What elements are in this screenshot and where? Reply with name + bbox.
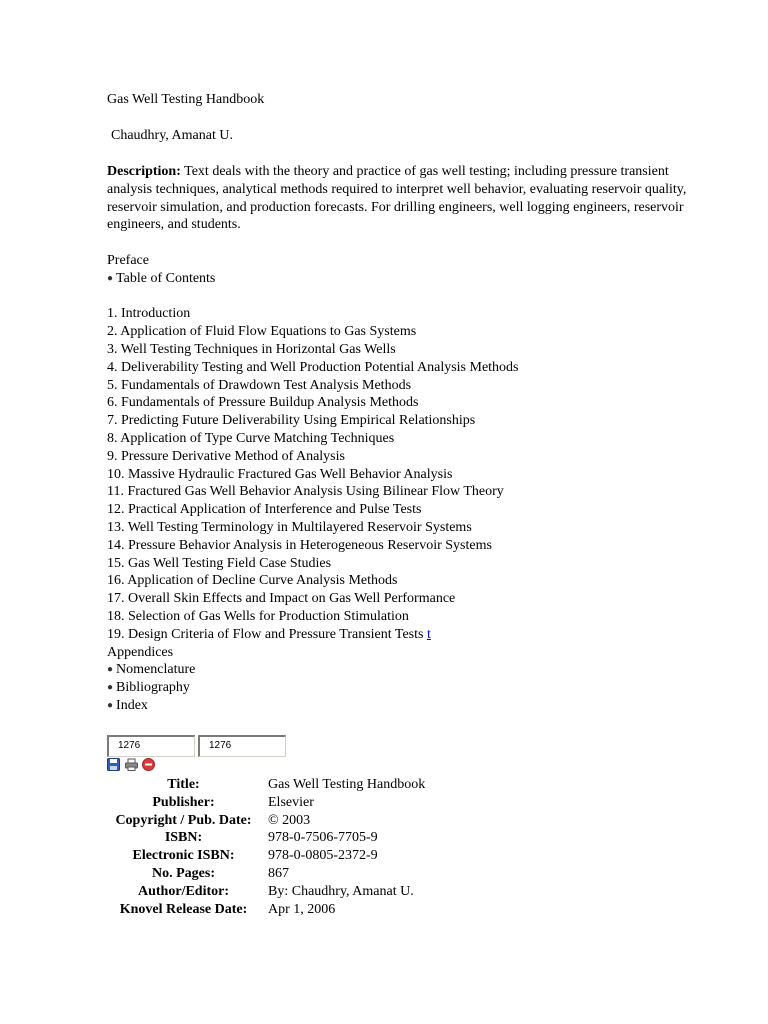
metadata-key: Author/Editor:: [138, 883, 229, 899]
toc-chapter: 6. Fundamentals of Pressure Buildup Analysis Methods: [107, 395, 419, 411]
spacer: [107, 288, 519, 306]
toc-appendix-label: Bibliography: [116, 680, 190, 696]
number-input-1[interactable]: 1276: [107, 735, 195, 757]
metadata-row: [107, 829, 425, 847]
toc-chapter: 14. Pressure Behavior Analysis in Heterogeneous Reservoir Systems: [107, 537, 492, 553]
description-block: [107, 163, 687, 234]
toc-chapter-label: 19. Design Criteria of Flow and Pressure Transient Tests: [107, 626, 424, 642]
delete-icon[interactable]: [142, 758, 155, 771]
book-title-heading: Gas Well Testing Handbook: [107, 92, 265, 107]
table-of-contents: [107, 252, 519, 715]
toc-chapter: 12. Practical Application of Interference and Pulse Tests: [107, 502, 422, 518]
bullet-icon: ●: [107, 272, 114, 284]
toc-chapter: 1. Introduction: [107, 306, 191, 322]
toc-chapter: 16. Application of Decline Curve Analysis Methods: [107, 573, 398, 589]
bullet-icon: ●: [107, 699, 114, 711]
toc-chapter: 3. Well Testing Techniques in Horizontal Gas Wells: [107, 341, 396, 357]
toc-chapter-last: [107, 626, 519, 644]
toc-contents-item: [107, 270, 519, 288]
toc-chapter: 9. Pressure Derivative Method of Analysis: [107, 448, 345, 464]
book-author: Chaudhry, Amanat U.: [111, 128, 233, 143]
metadata-value: Gas Well Testing Handbook: [268, 777, 426, 792]
action-icons: [107, 758, 156, 776]
toc-appendix-item: [107, 697, 519, 715]
toc-chapter: 4. Deliverability Testing and Well Production Potential Analysis Methods: [107, 359, 519, 375]
metadata-table: [107, 776, 425, 918]
toc-chapter: 7. Predicting Future Deliverability Using Empirical Relationships: [107, 413, 476, 429]
metadata-value: By: Chaudhry, Amanat U.: [268, 883, 414, 899]
toc-preface: Preface: [107, 253, 149, 268]
bullet-icon: ●: [107, 682, 114, 694]
number-input-2[interactable]: 1276: [198, 735, 286, 757]
toc-appendix-item: [107, 679, 519, 697]
save-icon[interactable]: [107, 758, 120, 771]
metadata-row: [107, 776, 425, 794]
toc-chapter: 13. Well Testing Terminology in Multilayered Reservoir Systems: [107, 519, 472, 535]
metadata-value: 867: [268, 865, 289, 881]
metadata-key: Title:: [167, 777, 200, 792]
metadata-key: Electronic ISBN:: [132, 848, 235, 864]
metadata-row: [107, 901, 425, 919]
toc-chapter-link[interactable]: t: [426, 626, 431, 642]
metadata-value: 978-0-7506-7705-9: [268, 830, 378, 846]
toc-appendix-label: Index: [116, 697, 148, 713]
metadata-row: [107, 883, 425, 901]
number-inputs: [107, 735, 289, 757]
metadata-row: [107, 865, 425, 883]
toc-chapter: 11. Fractured Gas Well Behavior Analysis Using Bilinear Flow Theory: [107, 484, 504, 500]
metadata-key: Knovel Release Date:: [119, 901, 248, 917]
metadata-key: Publisher:: [152, 794, 215, 810]
metadata-key: No. Pages:: [152, 865, 215, 881]
print-icon[interactable]: [125, 758, 138, 771]
toc-appendices: Appendices: [107, 644, 174, 660]
toc-appendix-label: Nomenclature: [116, 662, 196, 678]
metadata-value: 978-0-0805-2372-9: [268, 848, 378, 864]
toc-chapter: 5. Fundamentals of Drawdown Test Analysis Methods: [107, 377, 412, 393]
metadata-value: Elsevier: [268, 794, 314, 810]
toc-chapter: 18. Selection of Gas Wells for Production Stimulation: [107, 608, 409, 624]
metadata-row: [107, 794, 425, 812]
description-text: Text deals with the theory and practice of gas well testing; including pressure transient analysis techniques, analytical methods required to interpret well behavior, evaluating reservoir quality, reservoir simulation, and production forecasts. For drilling engineers, well logging engineers, reservoir engineers, and students.: [107, 164, 687, 233]
toc-contents-label: Table of Contents: [116, 270, 216, 286]
metadata-value: Apr 1, 2006: [268, 901, 336, 917]
metadata-key: Copyright / Pub. Date:: [115, 812, 252, 828]
toc-chapter: 10. Massive Hydraulic Fractured Gas Well Behavior Analysis: [107, 466, 453, 482]
toc-chapter: 8. Application of Type Curve Matching Techniques: [107, 430, 395, 446]
toc-chapter: 17. Overall Skin Effects and Impact on Gas Well Performance: [107, 591, 456, 607]
metadata-key: ISBN:: [164, 830, 203, 846]
metadata-body: [107, 776, 425, 918]
bullet-icon: ●: [107, 664, 114, 676]
toc-chapter: 2. Application of Fluid Flow Equations to Gas Systems: [107, 324, 417, 340]
metadata-value: © 2003: [268, 812, 311, 828]
toc-chapter: 15. Gas Well Testing Field Case Studies: [107, 555, 332, 571]
metadata-row: [107, 847, 425, 865]
description-label: Description:: [107, 164, 181, 179]
toc-appendix-item: [107, 661, 519, 679]
metadata-row: [107, 812, 425, 830]
